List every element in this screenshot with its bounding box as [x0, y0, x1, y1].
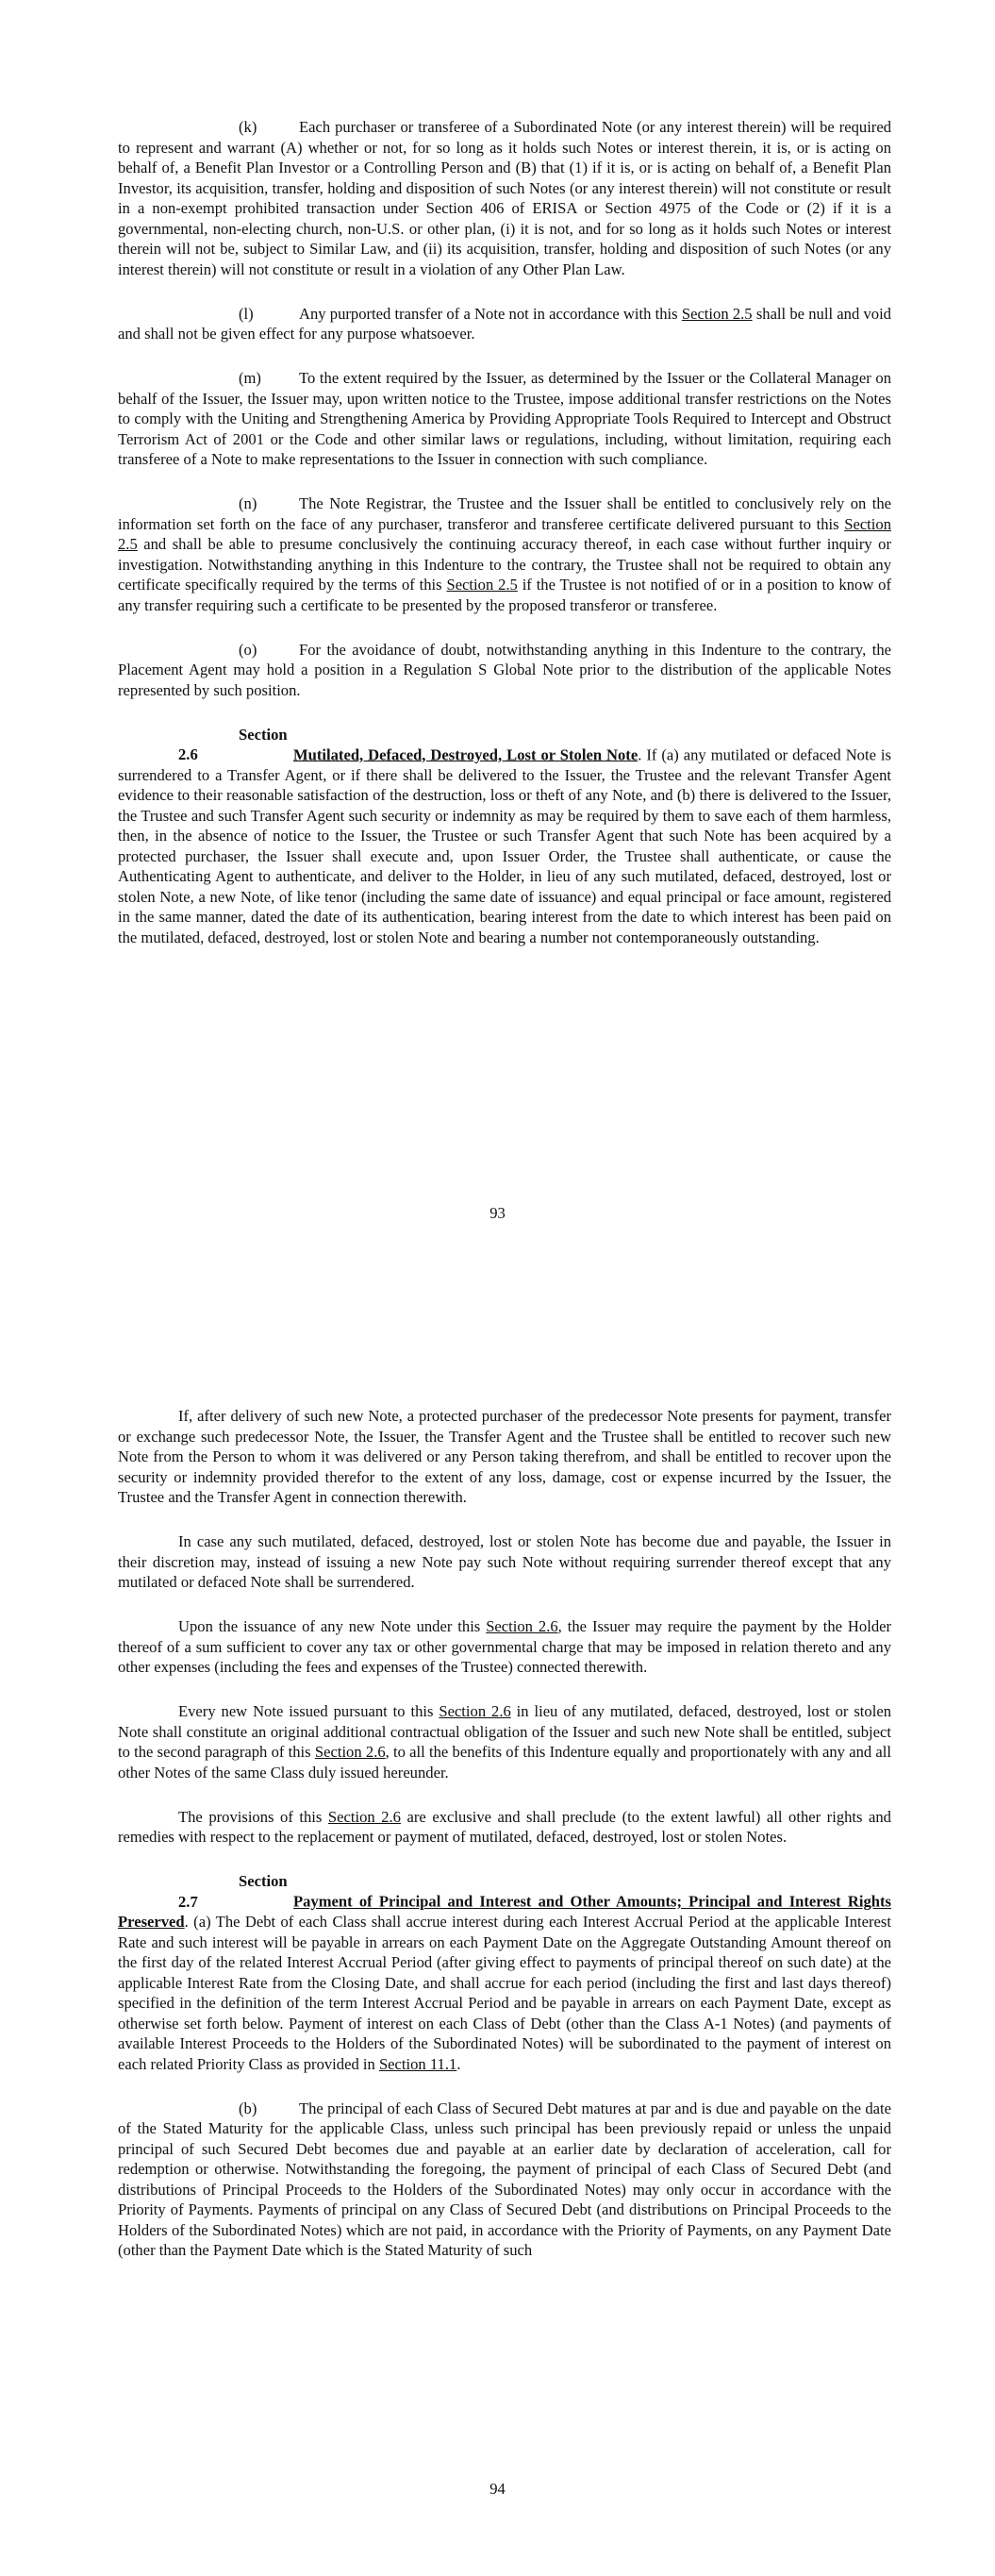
label-k: (k): [239, 118, 257, 136]
section-2-6-text: . If (a) any mutilated or defaced Note is surrendered to a Transfer Agent, or if there shall be delivered to the Issuer, the Trustee and the relevant Transfer Agent evidence to their reasonable satisfaction of the destruction, loss or theft of any Note, and (b) there is delivered to the Issuer, the Trustee and such Transfer Agent such security or indemnity as may be required by them to save each of them harmless, then, in the absence of notice to the Issuer, the Trustee or such Transfer Agent that such Note has been acquired by a protected purchaser, the Issuer shall execute and, upon Issuer Order, the Trustee shall authenticate, or cause the Authenticating Agent to authenticate, and deliver to the Holder, in lieu of any such mutilated, defaced, destroyed, lost or stolen Note, a new Note, of like tenor (including the same date of issuance) and equal principal or face amount, registered in the same manner, dated the date of its authentication, bearing interest from the date to which interest has been paid on the mutilated, defaced, destroyed, lost or stolen Note and bearing a number not contemporaneously outstanding.: [118, 745, 891, 946]
section-ref[interactable]: Section 2.6: [486, 1617, 558, 1635]
section-2-7: [118, 1871, 891, 2074]
paragraph-text: Upon the issuance of any new Note under this: [178, 1617, 487, 1635]
label-o: (o): [239, 640, 257, 659]
paragraph-issuance-charges: [118, 1616, 891, 1678]
paragraph-l: [118, 304, 891, 344]
paragraph-m-text: To the extent required by the Issuer, as determined by the Issuer or the Collateral Manager on behalf of the Issuer, the Issuer may, upon written notice to the Trustee, impose additional transfer restrictions on the Notes to comply with the Uniting and Strengthening America by Providing Appropriate Tools Required to Intercept and Obstruct Terrorism Act of 2001 or the Code and other similar laws or regulations, including, without limitation, requiring each transferee of a Note to make representations to the Issuer in connection with such compliance.: [118, 369, 891, 468]
page-93-body: [118, 117, 891, 972]
section-2-7-text: .: [456, 2054, 461, 2073]
section-ref[interactable]: Section 2.6: [314, 1743, 386, 1761]
paragraph-b-text: The principal of each Class of Secured Debt matures at par and is due and payable on the date of the Stated Maturity for the applicable Class, unless such principal has been previously repaid or unless the unpaid principal of such Secured Debt becomes due and payable at an earlier date by declaration of acceleration, call for redemption or otherwise. Notwithstanding the foregoing, the payment of principal of each Class of Secured Debt (and distributions of Principal Proceeds to the Holders of the Subordinated Notes) may only occur in accordance with the Priority of Payments. Payments of principal on any Class of Secured Debt (and distributions on Principal Proceeds to the Holders of the Subordinated Notes) which are not paid, in accordance with the Priority of Payments, on any Payment Date (other than the Payment Date which is the Stated Maturity of such: [118, 2099, 891, 2259]
paragraph-text: in lieu of any mutilated, defaced, destroyed, lost or stolen Note shall constitute an original additional contractual obligation of the Issuer and such new Note shall be entitled, subject to the second paragraph of this: [118, 1702, 891, 1761]
section-ref[interactable]: Section 11.1: [378, 2054, 457, 2073]
page-number: 94: [489, 2480, 506, 2498]
paragraph-k: [118, 117, 891, 279]
paragraph-k-text: Each purchaser or transferee of a Subordinated Note (or any interest therein) will be required to represent and warrant (A) whether or not, for so long as it holds such Notes or interest therein, it is, or is acting on behalf of, a Benefit Plan Investor or a Controlling Person and (B) that (1) if it is, or is acting on behalf of, a Benefit Plan Investor, its acquisition, transfer, holding and disposition of such Notes (or any interest therein) will not constitute or result in a non-exempt prohibited transaction under Section 406 of ERISA or Section 4975 of the Code or (2) if it is a governmental, non-electing church, non-U.S. or other plan, (i) it is not, and for so long as it holds such Notes or interest therein will not be, subject to Similar Law, and (ii) its acquisition, transfer, holding and disposition of such Notes (or any interest therein) will not constitute or result in a violation of any Other Plan Law.: [118, 118, 891, 278]
label-m: (m): [239, 369, 261, 387]
page-number: 93: [489, 1204, 506, 1222]
paragraph-o: [118, 640, 891, 701]
section-2-7-title: Payment of Principal and Interest and Other Amounts; Principal and Interest Rights Preserved: [118, 1892, 891, 1931]
paragraph-l-text: Any purported transfer of a Note not in accordance with this: [299, 304, 682, 323]
paragraph-n-text: if the Trustee is not notified of or in a position to know of any transfer requiring such a certificate to be presented by the proposed transferor or transferee.: [118, 576, 891, 614]
section-ref[interactable]: Section 2.6: [327, 1807, 401, 1826]
paragraph-b: [118, 2099, 891, 2261]
section-2-6-title: Mutilated, Defaced, Destroyed, Lost or Stolen Note: [293, 745, 638, 763]
paragraph-n: [118, 493, 891, 615]
paragraph-due-and-payable: In case any such mutilated, defaced, destroyed, lost or stolen Note has become due and payable, the Issuer in their discretion may, instead of issuing a new Note pay such Note without requiring surrender thereof except that any mutilated or defaced Note shall be surrendered.: [118, 1532, 891, 1591]
paragraph-protected-purchaser: If, after delivery of such new Note, a protected purchaser of the predecessor Note presents for payment, transfer or exchange such predecessor Note, the Issuer, the Transfer Agent and the Trustee shall be entitled to recover such new Note from the Person to whom it was delivered or any Person taking therefrom, and shall be entitled to recover upon the security or indemnity provided therefor to the extent of any loss, damage, cost or expense incurred by the Issuer, the Trustee and the Transfer Agent in connection therewith.: [118, 1407, 891, 1506]
paragraph-text: Every new Note issued pursuant to this: [178, 1702, 439, 1720]
label-l: (l): [239, 304, 254, 323]
label-b: (b): [239, 2099, 257, 2117]
paragraph-text: , to all the benefits of this Indenture equally and proportionately with any and all other Notes of the same Class duly issued hereunder.: [118, 1743, 891, 1781]
section-2-6-number: Section 2.6: [178, 725, 288, 763]
section-2-7-text: . (a) The Debt of each Class shall accrue interest during each Interest Accrual Period at the applicable Interest Rate and such interest will be payable in arrears on each Payment Date on the Aggregate Outstanding Amount thereof on the first day of the related Interest Accrual Period (after giving effect to payments of principal thereof on such date) at the applicable Interest Rate from the Closing Date, and shall accrue for each period (including the first and last days thereof) specified in the definition of the term Interest Accrual Period and be payable in arrears on each Payment Date, except as otherwise set forth below. Payment of interest on each Class of Debt (other than the Class A-1 Notes) (and payments of available Interest Proceeds to the Holders of the Subordinated Notes) will be subordinated to the payment of interest on each related Priority Class as provided in: [118, 1913, 891, 2073]
paragraph-text: , the Issuer may require the payment by the Holder thereof of a sum sufficient to cover any tax or other governmental charge that may be imposed in relation thereto and any other expenses (including the fees and expenses of the Trustee) connected therewith.: [118, 1617, 892, 1676]
paragraph-m: [118, 368, 891, 470]
paragraph-n-text: The Note Registrar, the Trustee and the Issuer shall be entitled to conclusively rely on the information set forth on the face of any purchaser, transferor and transferee certificate delivered pursuant to this: [118, 494, 891, 533]
page-94: [0, 1288, 995, 2576]
page-94-body: [118, 1406, 891, 2284]
section-ref[interactable]: Section 2.5: [446, 576, 518, 594]
paragraph-n-text: and shall be able to presume conclusively the continuing accuracy thereof, in each case without further inquiry or investigation. Notwithstanding anything in this Indenture to the contrary, the Trustee shall not be required to obtain any certificate specifically required by the terms of this: [118, 535, 891, 594]
paragraph-o-text: For the avoidance of doubt, notwithstanding anything in this Indenture to the contrary, the Placement Agent may hold a position in a Regulation S Global Note prior to the distribution of the applicable Notes represented by such position.: [118, 640, 891, 699]
paragraph-text: The provisions of this: [178, 1807, 328, 1826]
section-ref[interactable]: Section 2.6: [439, 1702, 511, 1720]
paragraph-l-text: shall be null and void and shall not be given effect for any purpose whatsoever.: [118, 304, 891, 343]
section-2-6: [118, 725, 891, 948]
paragraph-exclusive-provisions: [118, 1807, 891, 1848]
paragraph-contractual-obligation: [118, 1701, 891, 1782]
paragraph-text: are exclusive and shall preclude (to the extent lawful) all other rights and remedies with respect to the replacement or payment of mutilated, defaced, destroyed, lost or stolen Notes.: [118, 1807, 891, 1846]
section-ref[interactable]: Section 2.5: [118, 514, 891, 553]
label-n: (n): [239, 494, 257, 512]
section-ref[interactable]: Section 2.5: [681, 304, 753, 323]
section-2-7-number: Section 2.7: [178, 1872, 288, 1911]
